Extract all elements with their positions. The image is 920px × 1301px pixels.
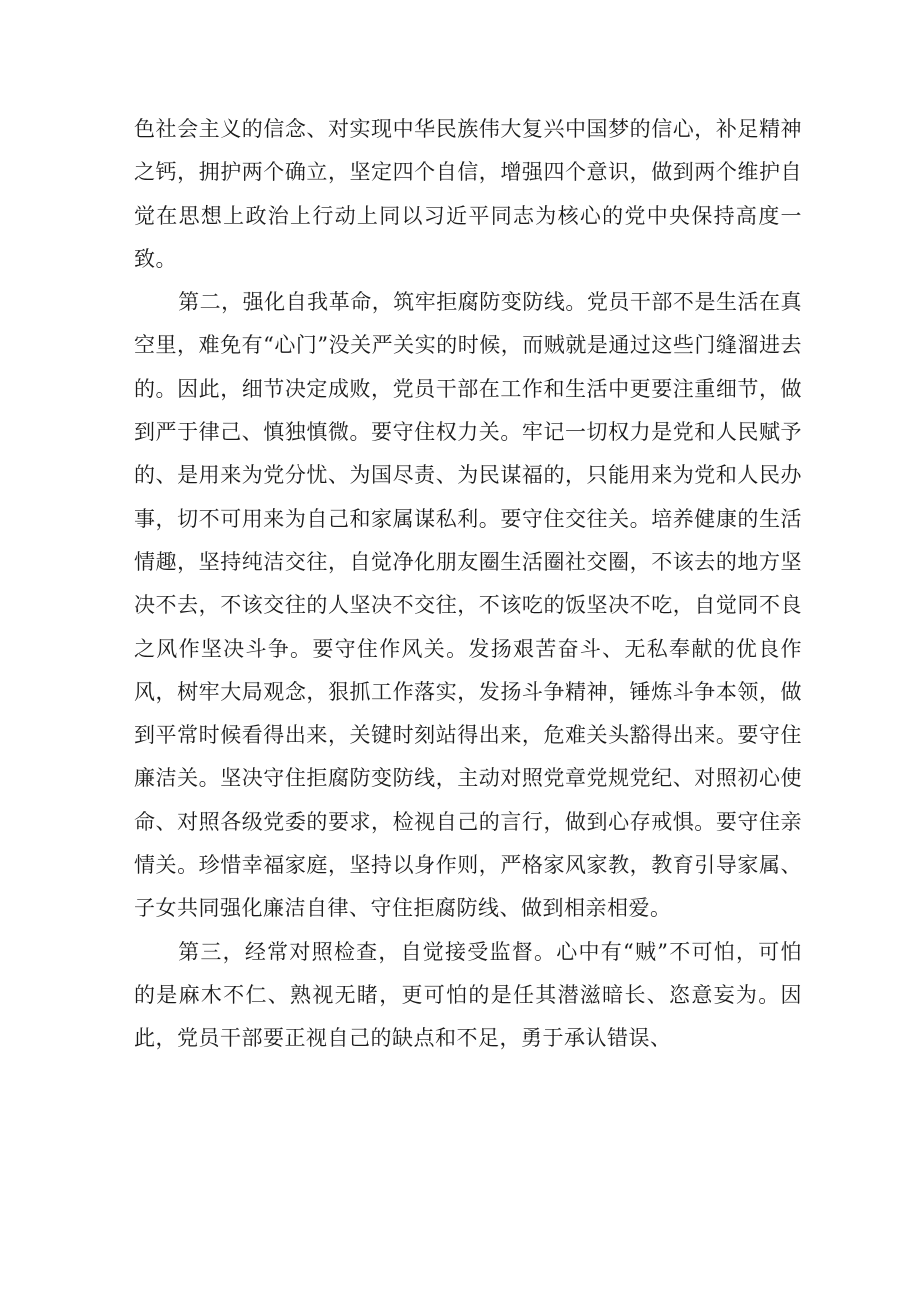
document-body bbox=[134, 108, 802, 1061]
paragraph-second-point: 第二，强化自我革命，筑牢拒腐防变防线。党员干部不是生活在真空里，难免有“心门”没关严关实的时候，而贼就是通过这些门缝溜进去的。因此，细节决定成败，党员干部在工作和生活中更要注重细节，做到严于律己、慎独慎微。要守住权力关。牢记一切权力是党和人民赋予的、是用来为党分忧、为国尽责、为民谋福的，只能用来为党和人民办事，切不可用来为自己和家属谋私利。要守住交往关。培养健康的生活情趣，坚持纯洁交往，自觉净化朋友圈生活圈社交圈，不该去的地方坚决不去，不该交往的人坚决不交往，不该吃的饭坚决不吃，自觉同不良之风作坚决斗争。要守住作风关。发扬艰苦奋斗、无私奉献的优良作风，树牢大局观念，狠抓工作落实，发扬斗争精神，锤炼斗争本领，做到平常时候看得出来，关键时刻站得出来，危难关头豁得出来。要守住廉洁关。坚决守住拒腐防变防线，主动对照党章党规党纪、对照初心使命、对照各级党委的要求，检视自己的言行，做到心存戒惧。要守住亲情关。珍惜幸福家庭，坚持以身作则，严格家风家教，教育引导家属、子女共同强化廉洁自律、守住拒腐防线、做到相亲相爱。 bbox=[134, 290, 802, 921]
paragraph-third-point: 第三，经常对照检查，自觉接受监督。心中有“贼”不可怕，可怕的是麻木不仁、熟视无睹，更可怕的是任其潜滋暗长、恣意妄为。因此，党员干部要正视自己的缺点和不足，勇于承认错误、 bbox=[134, 939, 802, 1051]
paragraph-continuation: 色社会主义的信念、对实现中华民族伟大复兴中国梦的信心，补足精神之钙，拥护两个确立，坚定四个自信，增强四个意识，做到两个维护自觉在思想上政治上行动上同以习近平同志为核心的党中央保持高度一致。 bbox=[134, 117, 802, 271]
